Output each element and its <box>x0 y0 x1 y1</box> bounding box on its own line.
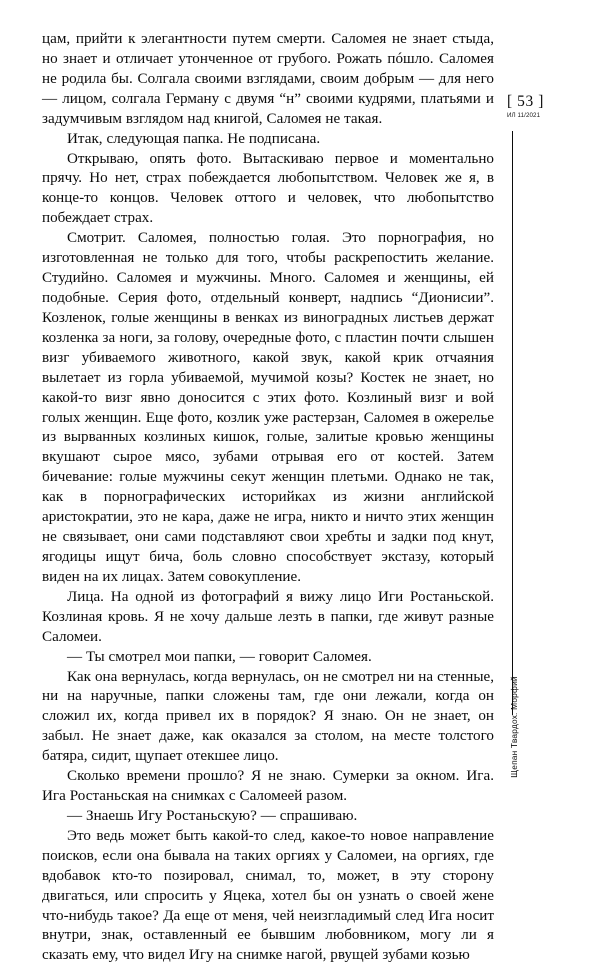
body-paragraph: — Знаешь Игу Ростаньскую? — спрашиваю. <box>67 807 358 824</box>
running-title-label: Щепан Твардох. Морфий <box>509 676 519 778</box>
body-paragraph: Это ведь может быть какой-то след, какое-то новое направление поисков, если она бывала на таких оргиях у Саломеи, на оргиях, где вдобавок кто-то позировал, снимал, то, может, в эту сторону двигаться, или спросить у Яцека, хотел бы он узнать о своей жене что-нибудь такое? Да еще от меня, чей неизгладимый след Ига носит внутри, знак, оставленный ее бывшим любовником, могу ли я сказать ему, что видел Игу на снимке нагой, рвущей зубами козью <box>42 827 494 964</box>
body-paragraph: цам, прийти к элегантности путем смерти. Саломея не знает стыда, но знает и отличает утонченное от грубого. Рожать пóшло. Саломея не родила бы. Солгала своими взглядами, своим добрым — для него — лицом, солгала Герману с двумя “н” своими кудрями, платьями и задумчивым взглядом над книгой, Саломея не такая. <box>42 31 494 127</box>
body-paragraph: Смотрит. Саломея, полностью голая. Это порнография, но изготовленная не только для того, чтобы раскрепостить желание. Студийно. Саломея и мужчины. Много. Саломея и женщины, ей подобные. Серия фото, отдельный конверт, надпись “Дионисии”. Козленок, голые женщины в венках из виноградных листьев держат козленка за ноги, за голову, очередные фото, с пластин почти слышен визг убиваемого животного, какой звук, какой крик отчаяния вылетает из горла убиваемой, мучимой козы? Костек не знает, но какой-то визг явно доносится с этих фото. Козлиный визг и вой голых женщин. Еще фото, козлик уже растерзан, Саломея в ожерелье из вырванных козлиных кишок, голые, залитые кровью женщины вкушают сырое мясо, зубами отрывая его от костей. Затем бичевание: голые мужчины секут женщин плетьми. Однако не так, как в порнографических историйках из жизни английской аристократии, это не кара, даже не игра, никто и ничто этих женщин не связывает, они сами подставляют свои хребты и задки под кнут, ягодицы ищут бича, боль словно способствует экстазу, который виден на их лицах. Затем совокупление. <box>42 230 494 585</box>
body-paragraph: Лица. На одной из фотографий я вижу лицо Иги Ростаньской. Козлиная кровь. Я не хочу дальше лезть в папки, где живут разные Саломеи. <box>42 588 494 645</box>
body-paragraph: — Ты смотрел мои папки, — говорит Саломея. <box>67 648 372 665</box>
body-text-column <box>42 30 494 966</box>
margin-vertical-rule <box>512 131 513 715</box>
page-number: [ 53 ] <box>507 93 544 110</box>
issue-label: ИЛ 11/2021 <box>507 112 541 119</box>
page-folio <box>507 93 591 120</box>
body-paragraph: Как она вернулась, когда вернулась, он не смотрел ни на стенные, ни на наручные, папки сложены там, где они лежали, когда он сложил их, когда привел их в порядок? Я знаю. Он не знает, он забыл. Не знает даже, как оказался за столом, на месте толстого батяра, сидит, щупает отекшее лицо. <box>42 668 494 765</box>
body-paragraph: Открываю, опять фото. Вытаскиваю первое и моментально прячу. Но нет, страх побеждается любопытством. Человек же я, в конце-то концов. Человек оттого и человек, что любопытство побеждает страх. <box>42 150 494 227</box>
body-paragraph: Сколько времени прошло? Я не знаю. Сумерки за окном. Ига. Ига Ростаньская на снимках с Саломеей разом. <box>42 768 494 805</box>
body-paragraph: Итак, следующая папка. Не подписана. <box>67 130 321 147</box>
running-title <box>506 676 522 882</box>
